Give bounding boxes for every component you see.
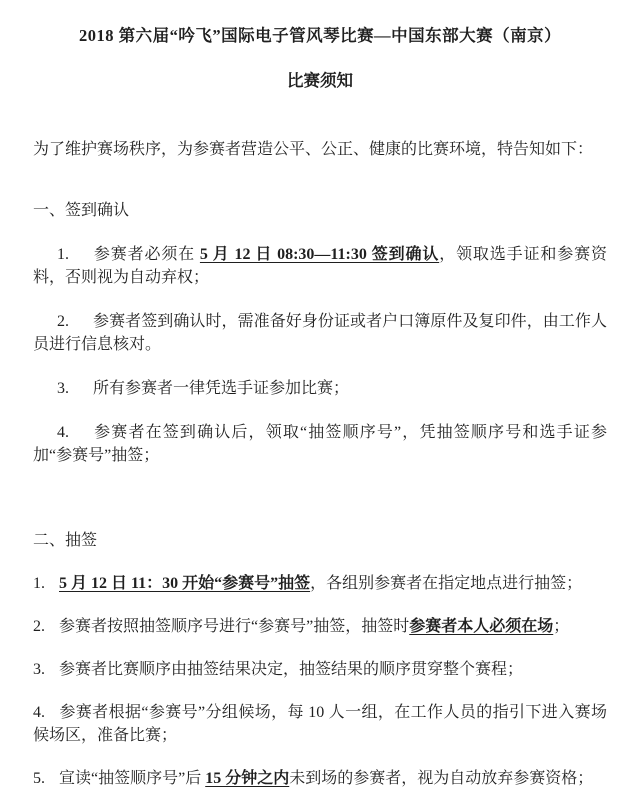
text-segment: ；	[553, 618, 570, 635]
document-title: 2018 第六届“吟飞”国际电子管风琴比赛—中国东部大赛（南京）	[78, 26, 562, 45]
list-item	[33, 377, 607, 400]
text-segment: 未到场的参赛者，视为自动放弃参赛资格；	[289, 770, 594, 787]
text-segment: ，各组别参赛者在指定地点进行抽签；	[310, 575, 583, 592]
list-item	[33, 615, 607, 638]
list-item	[33, 658, 607, 681]
list-item	[33, 243, 607, 289]
emphasis-segment: 5 月 12 日 11：30 开始“参赛号”抽签	[59, 575, 311, 592]
document-subtitle: 比赛须知	[287, 71, 353, 90]
item-number: 2.	[57, 313, 69, 330]
section-signin	[33, 199, 607, 467]
list-item	[33, 421, 607, 467]
text-segment: 宣读“抽签顺序号”后	[59, 770, 206, 787]
list-item	[33, 767, 607, 790]
item-number: 1.	[33, 575, 45, 592]
section-heading-draw: 二、抽签	[33, 532, 98, 549]
emphasis-segment: 5 月 12 日 08:30—11:30 签到确认	[199, 246, 440, 263]
text-segment: 所有参赛者一律凭选手证参加比赛；	[93, 380, 350, 397]
section-draw	[33, 529, 607, 790]
item-number: 1.	[57, 246, 69, 263]
intro-paragraph: 为了维护赛场秩序，为参赛者营造公平、公正、健康的比赛环境，特告知如下：	[33, 141, 594, 158]
text-segment: 参赛者签到确认时，需准备好身份证或者户口簿原件及复印件，由工作人员进行信息核对。	[33, 313, 607, 353]
item-number: 2.	[33, 618, 45, 635]
text-segment: 参赛者按照抽签顺序号进行“参赛号”抽签，抽签时	[59, 618, 410, 635]
list-item	[33, 310, 607, 356]
section-heading-signin: 一、签到确认	[33, 202, 130, 219]
emphasis-segment: 参赛者本人必须在场	[409, 618, 554, 635]
text-segment: 参赛者根据“参赛号”分组候场，每 10 人一组，在工作人员的指引下进入赛场候场区，准备比赛；	[33, 704, 607, 744]
item-number: 4.	[57, 424, 69, 441]
item-number: 4.	[33, 704, 45, 721]
list-item	[33, 572, 607, 595]
text-segment: 参赛者必须在	[93, 246, 200, 263]
text-segment: 参赛者比赛顺序由抽签结果决定，抽签结果的顺序贯穿整个赛程；	[59, 661, 524, 678]
text-segment: ，领取选手证和参赛资料，否则视为自动弃权；	[33, 246, 607, 286]
item-number: 3.	[57, 380, 69, 397]
emphasis-segment: 15 分钟之内	[205, 770, 290, 787]
text-segment: 参赛者在签到确认后，领取“抽签顺序号”，凭抽签顺序号和选手证参加“参赛号”抽签；	[33, 424, 607, 464]
item-number: 5.	[33, 770, 45, 787]
item-number: 3.	[33, 661, 45, 678]
list-item	[33, 701, 607, 747]
